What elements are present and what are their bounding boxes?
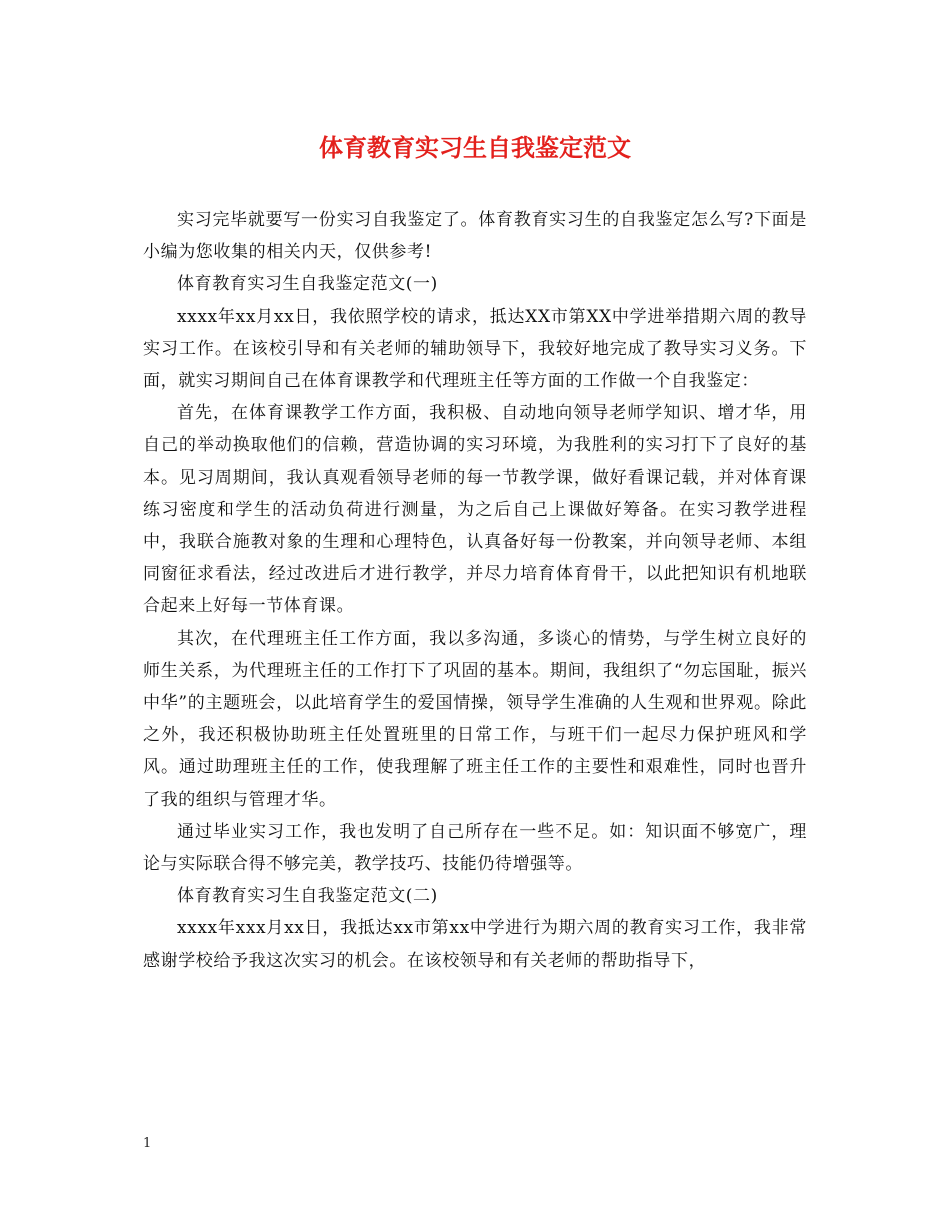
document-body (143, 204, 807, 977)
body-paragraph: 其次，在代理班主任工作方面，我以多沟通，多谈心的情势，与学生树立良好的师生关系，为代理班主任的工作打下了巩固的基本。期间，我组织了“勿忘国耻，振兴中华”的主题班会，以此培育学生的爱国情操，领导学生准确的人生观和世界观。除此之外，我还积极协助班主任处置班里的日常工作，与班干们一起尽力保护班风和学风。通过助理班主任的工作，使我理解了班主任工作的主要性和艰难性，同时也晋升了我的组织与管理才华。 (143, 628, 807, 810)
page-number: 1 (143, 1136, 152, 1151)
body-paragraph: xxxx年xx月xx日，我依照学校的请求，抵达XX市第XX中学进举措期六周的教导实习工作。在该校引导和有关老师的辅助领导下，我较好地完成了教导实习义务。下面，就实习期间自己在体育课教学和代理班主任等方面的工作做一个自我鉴定： (143, 306, 807, 392)
body-paragraph: 通过毕业实习工作，我也发明了自己所存在一些不足。如：知识面不够宽广，理论与实际联合得不够完美，教学技巧、技能仍待增强等。 (143, 821, 807, 875)
document-title: 体育教育实习生自我鉴定范文 (319, 134, 631, 162)
section-heading-two: 体育教育实习生自我鉴定范文(二) (177, 886, 438, 907)
body-paragraph: 首先，在体育课教学工作方面，我积极、自动地向领导老师学知识、增才华，用自己的举动换取他们的信赖，营造协调的实习环境，为我胜利的实习打下了良好的基本。见习周期间，我认真观看领导老师的每一节教学课，做好看课记载，并对体育课练习密度和学生的活动负荷进行测量，为之后自己上课做好筹备。在实习教学进程中，我联合施教对象的生理和心理特色，认真备好每一份教案，并向领导老师、本组同窗征求看法，经过改进后才进行教学，并尽力培育体育骨干，以此把知识有机地联合起来上好每一节体育课。 (143, 403, 807, 617)
body-paragraph: xxxx年xxx月xx日，我抵达xx市第xx中学进行为期六周的教育实习工作，我非常感谢学校给予我这次实习的机会。在该校领导和有关老师的帮助指导下， (143, 918, 807, 971)
section-heading-one: 体育教育实习生自我鉴定范文(一) (177, 274, 438, 295)
intro-paragraph: 实习完毕就要写一份实习自我鉴定了。体育教育实习生的自我鉴定怎么写?下面是小编为您收集的相关内天，仅供参考! (143, 210, 807, 263)
